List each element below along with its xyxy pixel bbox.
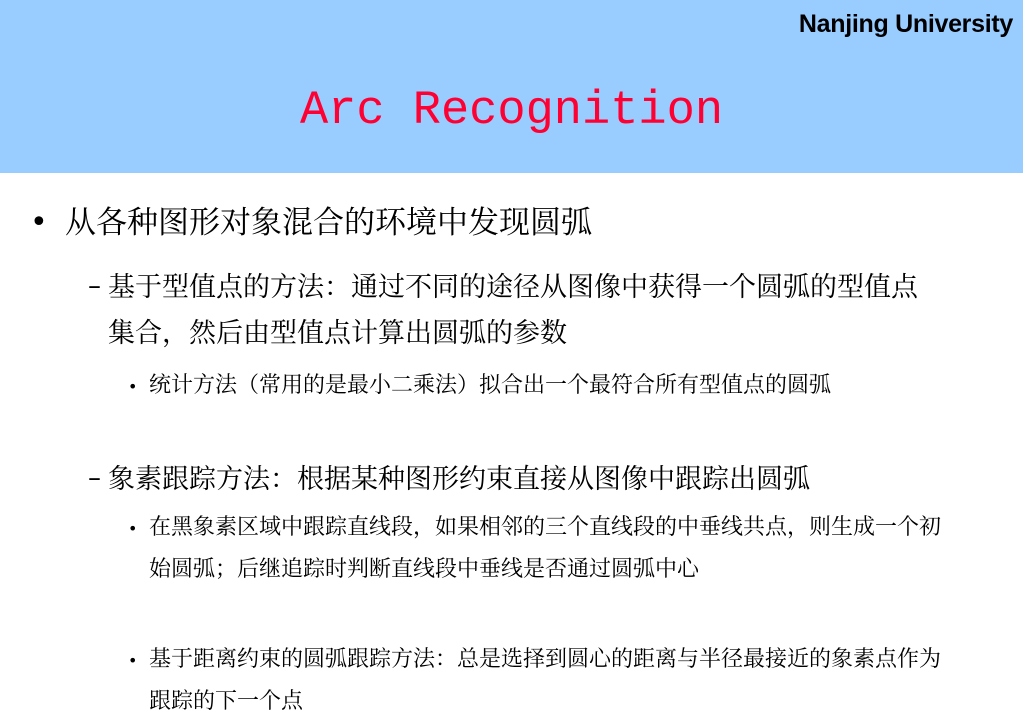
bullet-marker: •	[128, 651, 138, 670]
bullet-marker: •	[30, 205, 48, 240]
bullet-text: 在黑象素区域中跟踪直线段，如果相邻的三个直线段的中垂线共点，则生成一个初始圆弧；后继追踪时判断直线段中垂线是否通过圆弧中心	[149, 515, 942, 582]
bullet-text: 基于距离约束的圆弧跟踪方法：总是选择到圆心的距离与半径最接近的象素点作为跟踪的下一个点	[149, 647, 942, 714]
bullet-text: 从各种图形对象混合的环境中发现圆弧	[65, 205, 592, 241]
slide-header	[0, 0, 1023, 173]
dash-marker: –	[88, 463, 101, 493]
bullet-marker: •	[128, 377, 138, 396]
slide-title: Arc Recognition	[299, 85, 724, 138]
bullet-text: 基于型值点的方法：通过不同的途径从图像中获得一个圆弧的型值点集合，然后由型值点计算出圆弧的参数	[108, 272, 918, 349]
bullet-text: 统计方法（常用的是最小二乘法）拟合出一个最符合所有型值点的圆弧	[149, 373, 832, 398]
bullet-marker: •	[128, 519, 138, 538]
bullet-text: 象素跟踪方法：根据某种图形约束直接从图像中跟踪出圆弧	[108, 464, 810, 495]
slide-body	[0, 173, 1023, 714]
dash-marker: –	[88, 271, 101, 301]
institution-name: Nanjing University	[798, 10, 1013, 38]
